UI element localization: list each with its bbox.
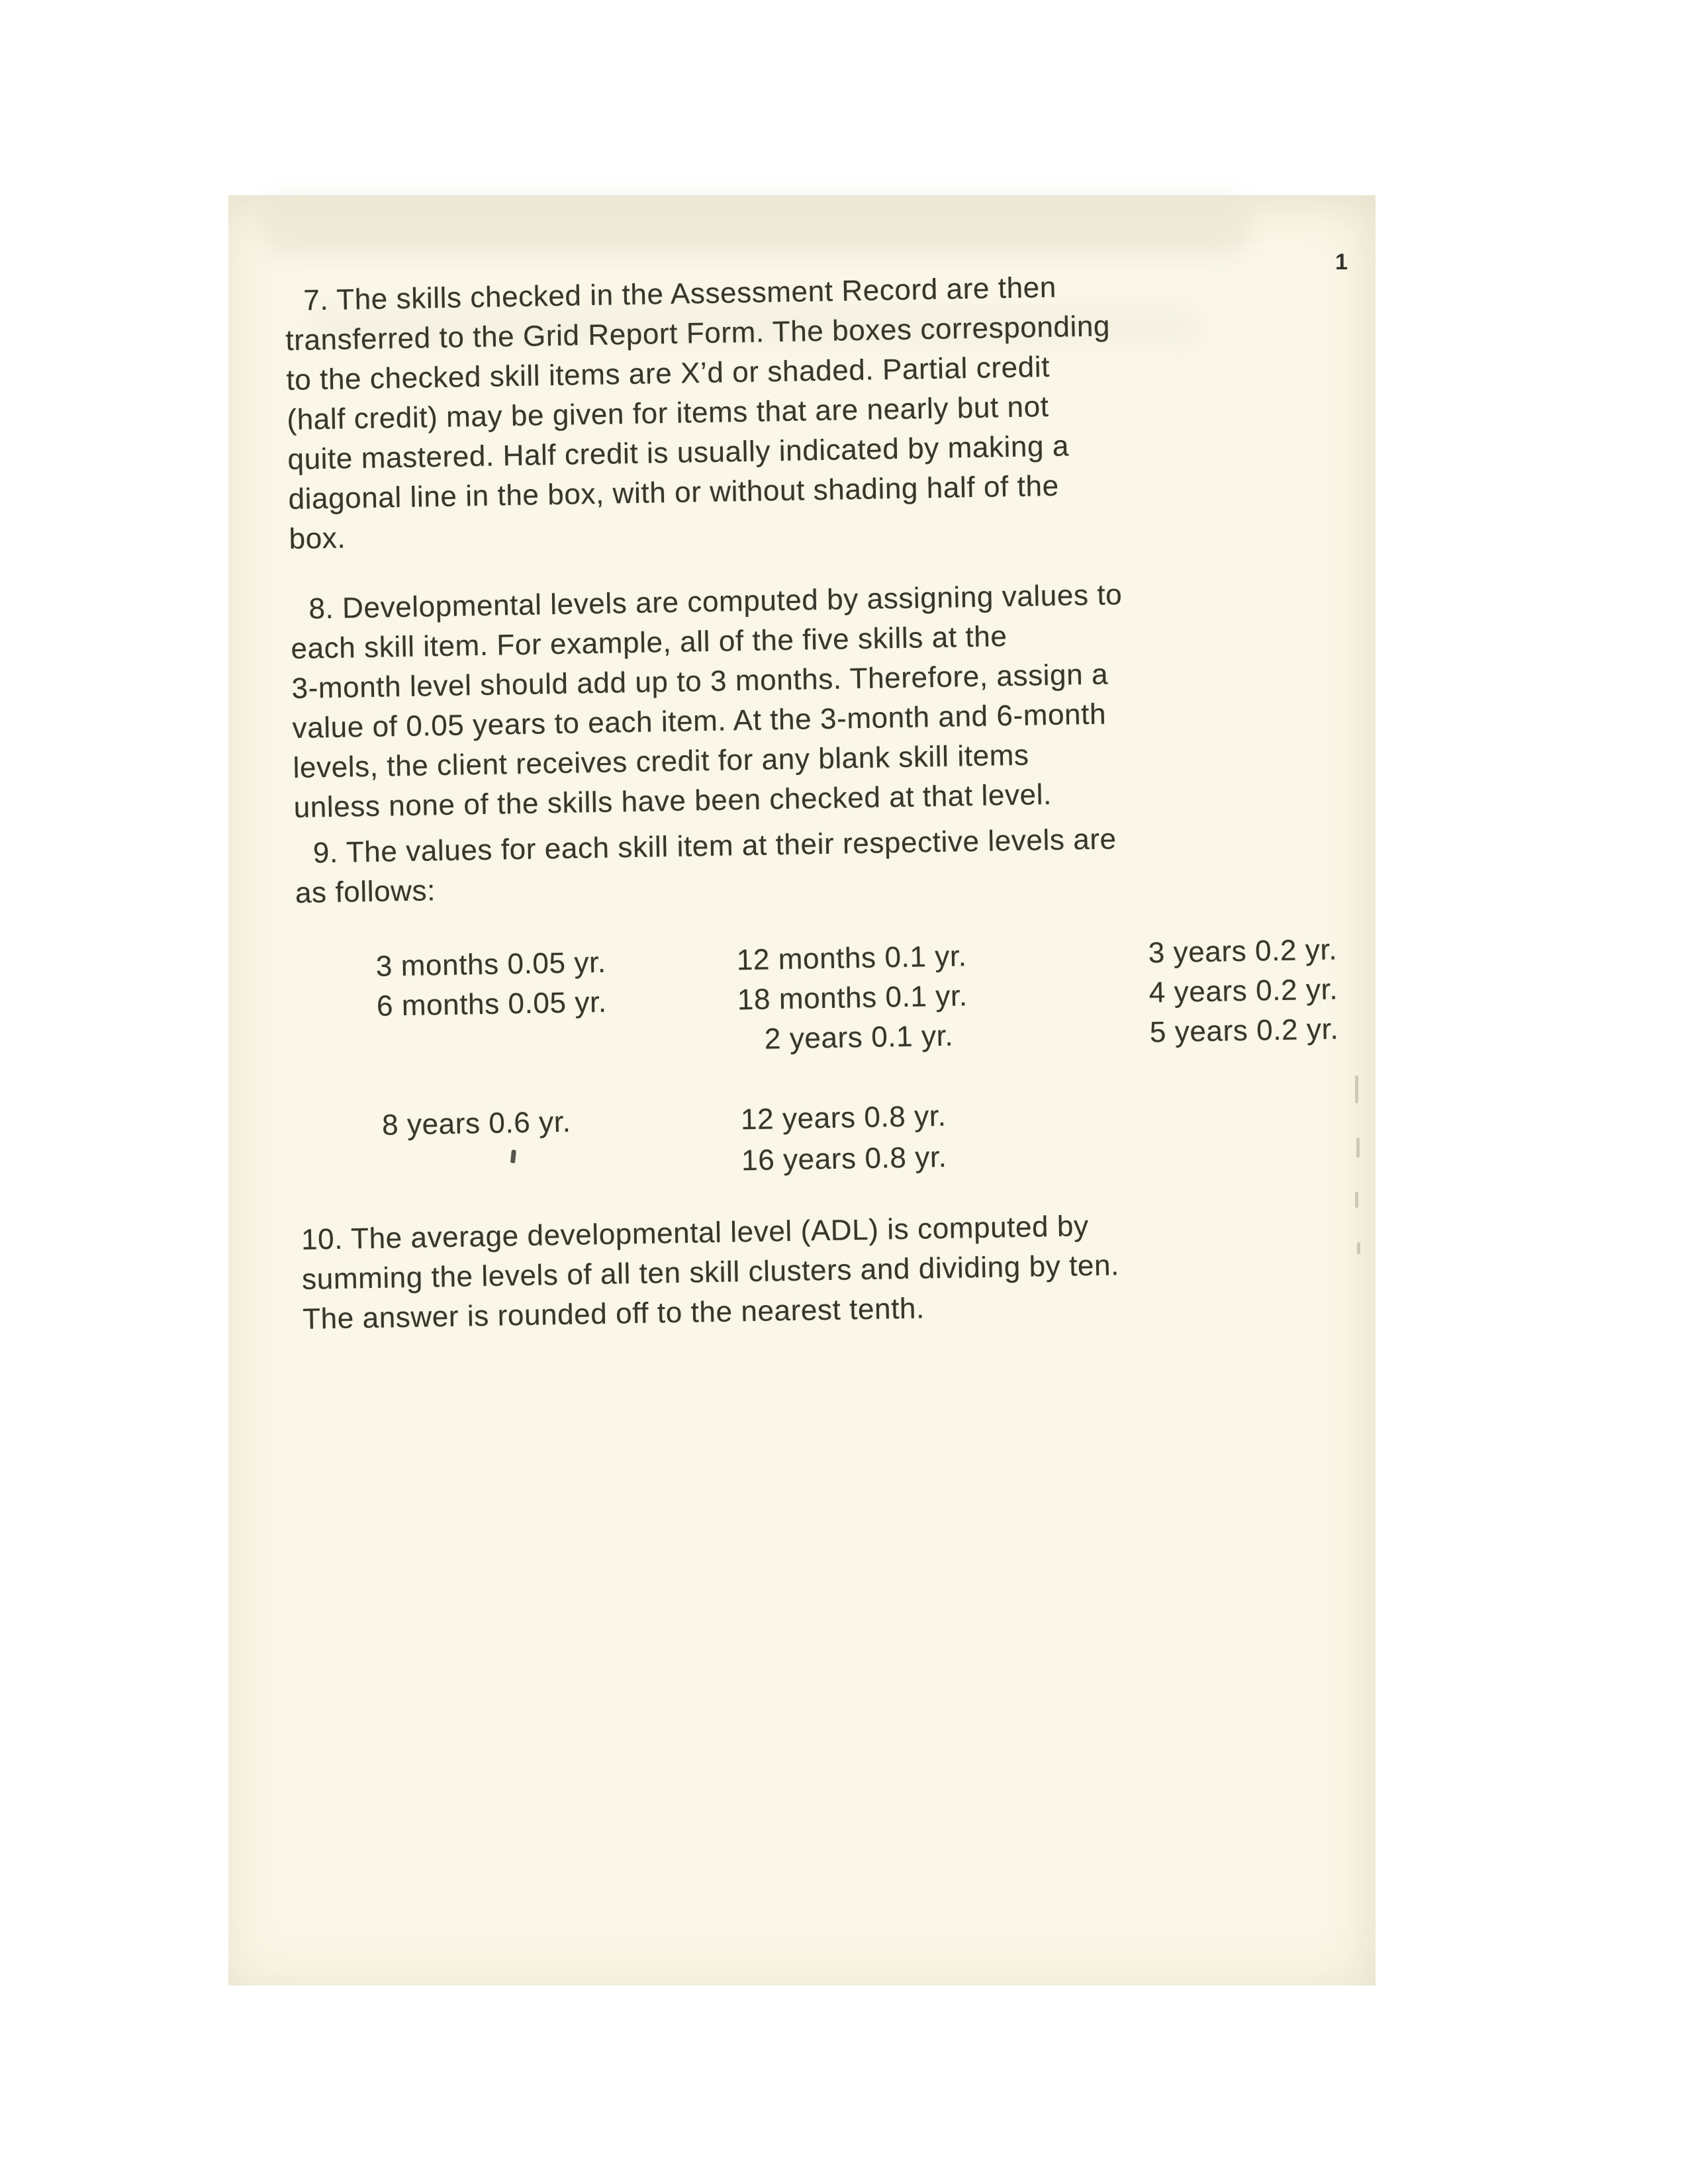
value-item: 5 years 0.2 yr.	[1149, 1013, 1339, 1049]
values-column-12-16-years	[741, 1096, 948, 1181]
paragraph-7-line: (half credit) may be given for items that are nearly but not	[287, 390, 1049, 437]
scan-artifact-edge-speckles	[1355, 1075, 1360, 1289]
values-table-group-1	[240, 929, 1387, 1056]
paragraph-8-line: value of 0.05 years to each item. At the 3-month and 6-month	[292, 698, 1107, 745]
paragraph-8-line: unless none of the skills have been checked at that level.	[293, 778, 1053, 824]
values-column-3-5-years	[1148, 930, 1338, 1052]
value-item: 12 years 0.8 yr.	[740, 1099, 947, 1136]
value-item: 18 months 0.1 yr.	[737, 979, 968, 1017]
value-item: 8 years 0.6 yr.	[381, 1105, 571, 1142]
paragraph-10-line: 10. The average developmental level (ADL) is computed by	[301, 1210, 1090, 1256]
values-column-8-years	[382, 1103, 571, 1146]
values-table-group-2	[243, 1088, 1390, 1177]
page-content	[227, 176, 1405, 1986]
paragraph-7-line: diagonal line in the box, with or without shading half of the	[288, 469, 1060, 516]
paragraph-7	[285, 267, 1114, 559]
paragraph-8-line: each skill item. For example, all of the five skills at the	[291, 620, 1008, 666]
value-item: 2 years 0.1 yr.	[764, 1019, 954, 1056]
paragraph-8-line: 3-month level should add up to 3 months. Therefore, assign a	[291, 658, 1109, 705]
value-item: 3 years 0.2 yr.	[1148, 933, 1338, 970]
paragraph-7-line: transferred to the Grid Report Form. The boxes corresponding	[285, 310, 1111, 357]
value-item: 3 months 0.05 yr.	[375, 946, 607, 983]
paragraph-9-line: 9. The values for each skill item at their respective levels are	[312, 823, 1117, 870]
value-item: 16 years 0.8 yr.	[741, 1140, 947, 1177]
value-item: 12 months 0.1 yr.	[736, 940, 967, 977]
paragraph-7-line: 7. The skills checked in the Assessment Record are then	[303, 271, 1057, 317]
value-item: 6 months 0.05 yr.	[376, 985, 608, 1023]
paragraph-7-line: to the checked skill items are X’d or shaded. Partial credit	[286, 350, 1051, 397]
paragraph-10-line: summing the levels of all ten skill clusters and dividing by ten.	[301, 1249, 1120, 1296]
paragraph-10-line: The answer is rounded off to the nearest tenth.	[302, 1292, 925, 1336]
scan-artifact-comma-mark	[510, 1150, 516, 1163]
paragraph-8-line: 8. Developmental levels are computed by assigning values to	[308, 578, 1123, 625]
paragraph-7-line: quite mastered. Half credit is usually indicated by making a	[287, 430, 1070, 477]
paragraph-9	[294, 819, 1117, 913]
paragraph-7-line: box.	[289, 522, 346, 556]
paragraph-9-line: as follows:	[295, 874, 436, 909]
values-column-3-6-months	[375, 943, 607, 1026]
document-page	[228, 195, 1376, 1985]
values-column-12-24-months	[736, 936, 968, 1060]
page-number: 1	[1335, 250, 1348, 275]
value-item: 4 years 0.2 yr.	[1149, 973, 1338, 1009]
paragraph-10	[301, 1206, 1121, 1340]
paragraph-8	[290, 575, 1126, 828]
paragraph-8-line: levels, the client receives credit for any blank skill items	[293, 739, 1029, 784]
